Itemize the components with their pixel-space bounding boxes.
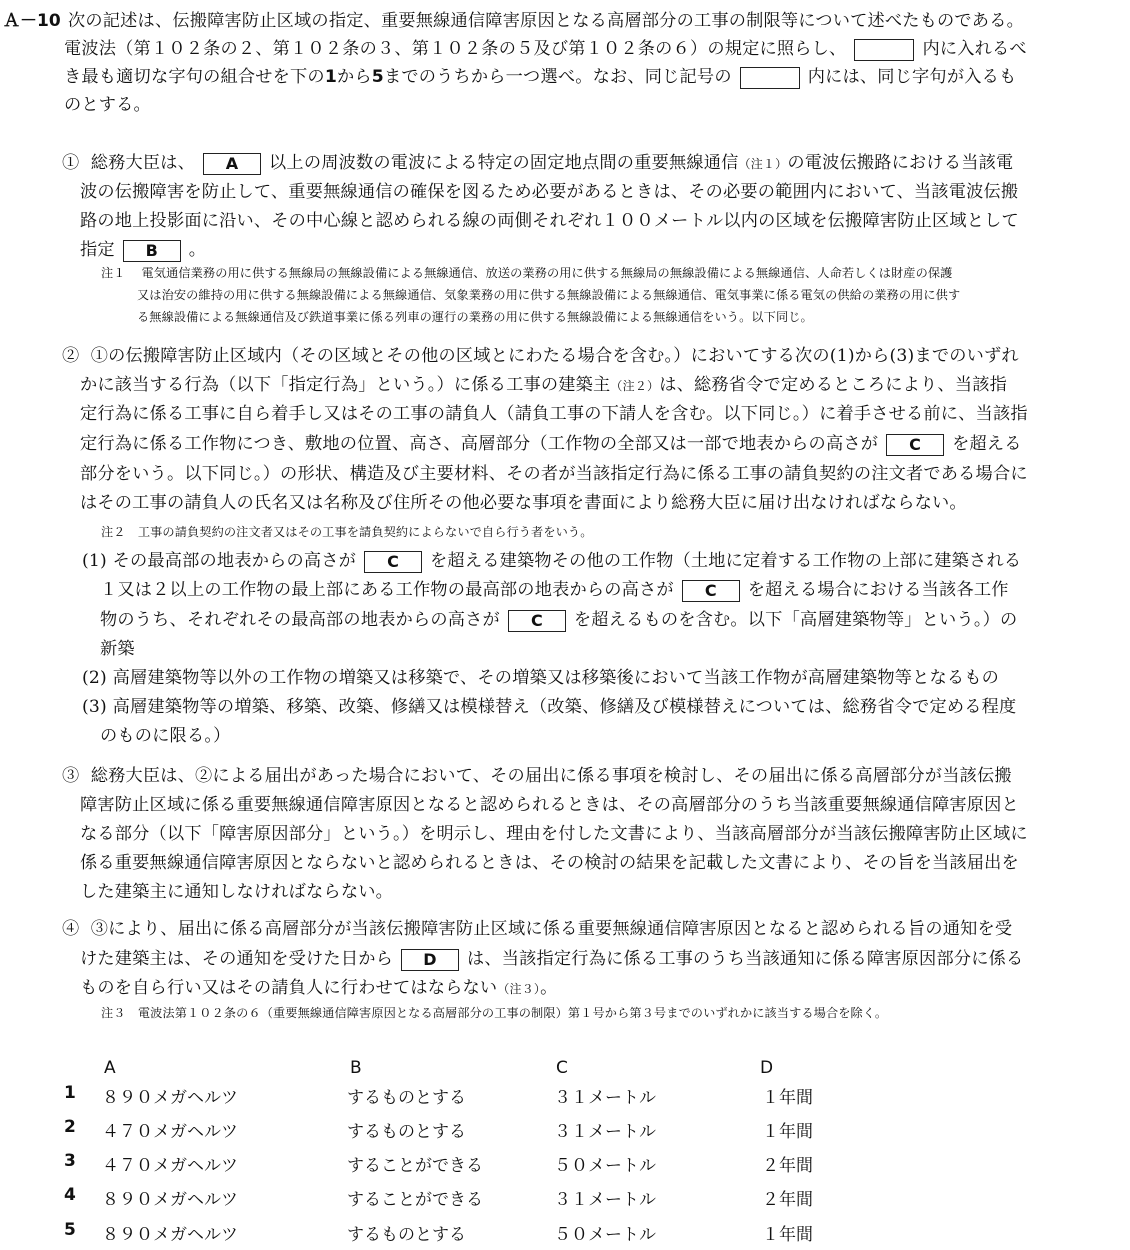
option-A: ８９０メガヘルツ xyxy=(102,1225,238,1245)
option-row[interactable] xyxy=(0,1185,1130,1215)
blank-box xyxy=(740,67,800,89)
p3-line-1 xyxy=(62,761,1012,786)
option-D: ２年間 xyxy=(762,1156,813,1176)
item-text: 物のうち、それぞれその最高部の地表からの高さが xyxy=(100,610,500,630)
note-label: 注１ xyxy=(101,266,126,280)
p4-line-3 xyxy=(80,973,558,998)
option-B: することができる xyxy=(347,1190,483,1210)
p2-item-1-line-4: 新築 xyxy=(100,639,135,659)
blank-C: C xyxy=(508,610,566,632)
p4-text: は、当該指定行為に係る工事のうち当該通知に係る障害原因部分に係る xyxy=(466,949,1024,969)
option-B: するものとする xyxy=(347,1122,466,1142)
option-A: ８９０メガヘルツ xyxy=(102,1088,238,1108)
p2-line-1 xyxy=(62,341,1019,366)
p4-line-2 xyxy=(80,944,1023,971)
p2-line-5: 部分をいう。以下同じ。）の形状、構造及び主要材料、その者が当該指定行為に係る工事の請負契約の注文者である場合に xyxy=(80,464,1028,484)
p4-text: ③により、届出に係る高層部分が当該伝搬障害防止区域に係る重要無線通信障害原因となると認められる旨の通知を受 xyxy=(90,919,1013,939)
intro-line-3 xyxy=(64,62,1016,89)
option-number: 5 xyxy=(64,1220,76,1240)
note-ref: （注３） xyxy=(497,982,541,996)
p1-line-1 xyxy=(62,148,1013,175)
intro-text: 電波法（第１０２条の２、第１０２条の３、第１０２条の５及び第１０２条の６）の規定に照らし、 xyxy=(64,39,847,59)
header-C: C xyxy=(556,1058,568,1078)
option-C: ５０メートル xyxy=(554,1156,656,1176)
option-number: 2 xyxy=(64,1117,76,1137)
option-C: ３１メートル xyxy=(554,1122,656,1142)
p1-line-2: 波の伝搬障害を防止して、重要無線通信の確保を図るため必要があるときは、その必要の範囲内において、当該電波伝搬 xyxy=(80,182,1019,202)
p3-line-5: した建築主に通知しなければならない。 xyxy=(80,882,393,902)
option-row[interactable] xyxy=(0,1220,1130,1250)
intro-text: までのうちから一つ選べ。なお、同じ記号の xyxy=(383,67,732,87)
option-B: するものとする xyxy=(347,1225,466,1245)
note-text: 電気通信業務の用に供する無線局の無線設備による無線通信、放送の業務の用に供する無線局の無線設備による無線通信、人命若しくは財産の保護 xyxy=(141,266,953,280)
p2-line-6: はその工事の請負人の氏名又は名称及び住所その他必要な事項を書面により総務大臣に届け出なければならない。 xyxy=(80,493,967,513)
p2-line-2 xyxy=(80,370,1007,395)
blank-A: A xyxy=(203,153,261,175)
p2-number: ② xyxy=(62,346,80,366)
p1-text: 以上の周波数の電波による特定の固定地点間の重要無線通信 xyxy=(269,153,739,173)
option-A: ４７０メガヘルツ xyxy=(102,1156,238,1176)
p4-text: ものを自ら行い又はその請負人に行わせてはならない xyxy=(80,978,498,998)
intro-line-2 xyxy=(64,34,1027,61)
p1-text: 指定 xyxy=(80,240,115,260)
p2-text: 定行為に係る工作物につき、敷地の位置、高さ、高層部分（工作物の全部又は一部で地表からの高さが xyxy=(80,434,879,454)
option-A: ４７０メガヘルツ xyxy=(102,1122,238,1142)
intro-text: 内に入れるべ xyxy=(922,39,1027,59)
p2-item-1-line-2 xyxy=(100,575,1009,602)
option-number: 3 xyxy=(64,1151,76,1171)
p2-item-2: (2) 高層建築物等以外の工作物の増築又は移築で、その増築又は移築後において当該工作物が高層建築物等となるもの xyxy=(82,668,1000,688)
option-row[interactable] xyxy=(0,1083,1130,1113)
option-number: 1 xyxy=(64,1083,76,1103)
option-C: ３１メートル xyxy=(554,1190,656,1210)
blank-C: C xyxy=(364,551,422,573)
p1-text: の電波伝搬路における当該電 xyxy=(787,153,1014,173)
p4-text: 。 xyxy=(540,978,558,998)
option-B: するものとする xyxy=(347,1088,466,1108)
p4-text: けた建築主は、その通知を受けた日から xyxy=(80,949,393,969)
p3-text: 総務大臣は、②による届出があった場合において、その届出に係る事項を検討し、その届出に係る高層部分が当該伝搬 xyxy=(90,766,1012,786)
option-row[interactable] xyxy=(0,1151,1130,1181)
item-text: を超えるものを含む。以下「高層建築物等」という。）の xyxy=(573,610,1018,630)
option-D: １年間 xyxy=(762,1088,813,1108)
p2-line-4 xyxy=(80,429,1022,456)
p3-line-3: なる部分（以下「障害原因部分」という。）を明示し、理由を付した文書により、当該高層部分が当該伝搬障害防止区域に xyxy=(80,824,1028,844)
blank-C: C xyxy=(886,434,944,456)
p1-line-4 xyxy=(80,235,206,262)
header-A: A xyxy=(104,1058,116,1078)
option-D: ２年間 xyxy=(762,1190,813,1210)
p4-line-1 xyxy=(62,914,1012,939)
header-B: B xyxy=(350,1058,362,1078)
option-C: ５０メートル xyxy=(554,1225,656,1245)
note-ref: （注１） xyxy=(738,157,788,171)
note-2: 注２ 工事の請負契約の注文者又はその工事を請負契約によらないで自ら行う者をいう。 xyxy=(101,525,593,539)
header-D: D xyxy=(760,1058,774,1078)
p3-line-4: 係る重要無線通信障害原因とならないと認められるときは、その検討の結果を記載した文書により、その旨を当該届出を xyxy=(80,853,1019,873)
p2-item-3-line-2: のものに限る。） xyxy=(100,726,231,746)
p1-text: 総務大臣は、 xyxy=(90,153,196,173)
p2-line-3: 定行為に係る工事に自ら着手し又はその工事の請負人（請負工事の下請人を含む。以下同じ。）に着手させる前に、当該指 xyxy=(80,404,1028,424)
option-A: ８９０メガヘルツ xyxy=(102,1190,238,1210)
choice-last: 5 xyxy=(371,67,384,87)
blank-C: C xyxy=(682,580,740,602)
p1-text: 。 xyxy=(188,240,207,260)
p2-text: かに該当する行為（以下「指定行為」という。）に係る工事の建築主 xyxy=(80,375,611,395)
item-text: を超える建築物その他の工作物（土地に定着する工作物の上部に建築される xyxy=(430,551,1022,571)
note-1-line-3: る無線設備による無線通信及び鉄道事業に係る列車の運行の業務の用に供する無線設備による無線通信をいう。以下同じ。 xyxy=(137,310,813,324)
intro-text: き最も適切な字句の組合せを下の xyxy=(64,67,325,87)
intro-line-4: のとする。 xyxy=(64,95,151,115)
option-B: することができる xyxy=(347,1156,483,1176)
p3-line-2: 障害防止区域に係る重要無線通信障害原因となると認められるときは、その高層部分のうち当該重要無線通信障害原因と xyxy=(80,795,1019,815)
intro-text: 内には、同じ字句が入るも xyxy=(807,67,1017,87)
p2-item-1-line-3 xyxy=(100,605,1017,632)
blank-B: B xyxy=(123,240,181,262)
item-text: (1) その最高部の地表からの高さが xyxy=(82,551,357,571)
option-D: １年間 xyxy=(762,1122,813,1142)
intro-text: から xyxy=(337,67,372,87)
note-1-line-1 xyxy=(101,264,952,281)
blank-box xyxy=(854,39,914,61)
p2-text: は、総務省令で定めるところにより、当該指 xyxy=(659,375,1007,395)
p2-text: を超える xyxy=(952,434,1022,454)
option-row[interactable] xyxy=(0,1117,1130,1147)
item-text: １又は２以上の工作物の最上部にある工作物の最高部の地表からの高さが xyxy=(100,580,674,600)
p3-number: ③ xyxy=(62,766,80,786)
p2-item-3-line-1: (3) 高層建築物等の増築、移築、改築、修繕又は模様替え（改築、修繕及び模様替えについては、総務省令で定める程度 xyxy=(82,697,1017,717)
note-3: 注３ 電波法第１０２条の６（重要無線通信障害原因となる高層部分の工事の制限）第１号から第３号までのいずれかに該当する場合を除く。 xyxy=(101,1006,888,1020)
intro-line-1: 次の記述は、伝搬障害防止区域の指定、重要無線通信障害原因となる高層部分の工事の制限等について述べたものである。 xyxy=(68,11,1024,31)
p1-number: ① xyxy=(62,153,80,173)
item-text: を超える場合における当該各工作 xyxy=(747,580,1009,600)
option-C: ３１メートル xyxy=(554,1088,656,1108)
note-1-line-2: 又は治安の維持の用に供する無線設備による無線通信、気象業務の用に供する無線設備による無線通信、電気事業に係る電気の供給の業務の用に供す xyxy=(137,288,961,302)
blank-D: D xyxy=(401,949,459,971)
question-number: Ａ－10 xyxy=(3,11,61,31)
p2-text: ①の伝搬障害防止区域内（その区域とその他の区域とにわたる場合を含む。）においてする次の(1)から(3)までのいずれ xyxy=(90,346,1019,366)
note-ref: （注２） xyxy=(610,379,660,393)
option-D: １年間 xyxy=(762,1225,813,1245)
choice-first: 1 xyxy=(324,67,337,87)
p2-item-1-line-1 xyxy=(82,546,1021,573)
option-number: 4 xyxy=(64,1185,76,1205)
p1-line-3: 路の地上投影面に沿い、その中心線と認められる線の両側それぞれ１００メートル以内の区域を伝搬障害防止区域として xyxy=(80,211,1019,231)
p4-number: ④ xyxy=(62,919,80,939)
